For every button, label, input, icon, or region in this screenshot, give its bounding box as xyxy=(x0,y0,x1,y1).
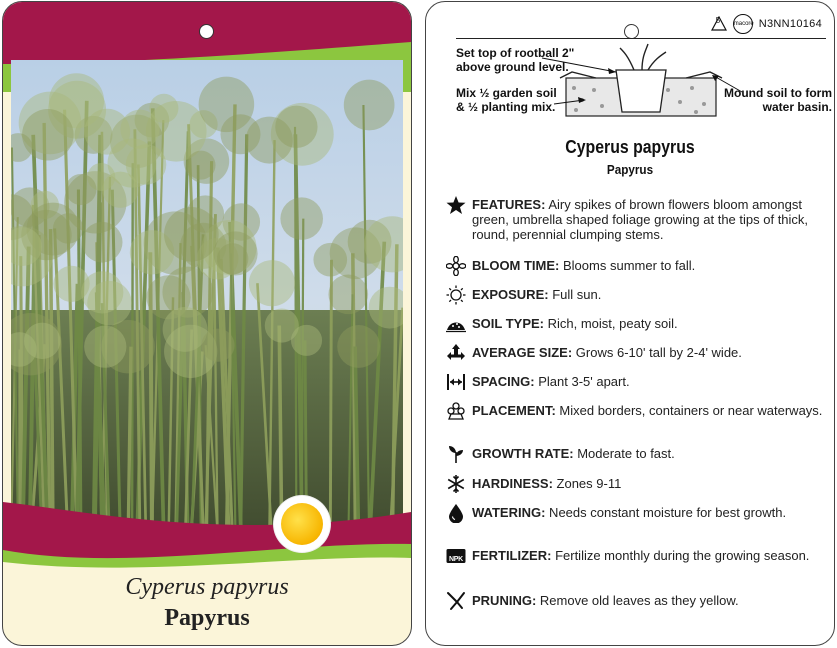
water-drop-icon xyxy=(446,503,466,523)
star-icon xyxy=(446,195,466,215)
sprout-icon xyxy=(446,444,466,464)
care-text: Mixed borders, containers or near waterways. xyxy=(555,403,823,418)
diagram-label-top-1: Set top of rootball 2" xyxy=(456,46,575,60)
care-label: BLOOM TIME xyxy=(472,258,556,273)
diagram-label-mix-1: Mix ½ garden soil xyxy=(456,86,557,100)
front-latin-name: Cyperus papyrus xyxy=(125,574,289,600)
npk-badge-text: NPK xyxy=(449,556,463,563)
care-text: Full sun. xyxy=(548,287,602,302)
spacing-icon xyxy=(446,372,466,392)
back-tag: 5 macore N3NN10164 Set top of rootball 2" above ground level. Mix ½ garden soil & ½ planting mix. Mound soil to form water basin. Cyperus papyrus Papyrus FEATURES: Airy spikes of brown flowers bloom amongst green, umbrella shaped foliage growing at the tips of thick, round, perennial clumping stems. BLOOM TIME: Blooms summer to fall. EXPOSURE: Full sun. SOIL TYPE: Rich, moist, peaty soil. AVERAGE SIZE: Grows 6-10' tall by 2-4' wide. SPACING: Plant 3-5' apart. PLACEMENT: Mixed borders, containers or near waterways. GROWTH RATE: Moderate to fast. HARDINESS: Zones 9-11 WATERING: Needs constant moisture for best growth. NPK FERTILIZER: Fertilize monthly during the growing season. PRUNING: Remove old leaves as they yellow. xyxy=(425,1,835,646)
care-text: Rich, moist, peaty soil. xyxy=(544,316,678,331)
front-tag xyxy=(2,1,412,646)
front-common-name: Papyrus xyxy=(164,605,250,631)
macore-logo: macore xyxy=(733,14,753,34)
care-text: Needs constant moisture for best growth. xyxy=(545,505,787,520)
diagram-label-mound-1: Mound soil to form xyxy=(724,86,832,100)
care-text: Remove old leaves as they yellow. xyxy=(536,593,739,608)
care-label: HARDINESS xyxy=(472,476,549,491)
care-label: EXPOSURE xyxy=(472,287,545,302)
size-arrows-icon xyxy=(446,343,466,363)
diagram-label-top-2: above ground level. xyxy=(456,60,569,74)
hang-hole xyxy=(624,24,639,39)
sun-outline-icon xyxy=(446,285,466,305)
care-label: GROWTH RATE xyxy=(472,446,570,461)
back-latin-name: Cyperus papyrus xyxy=(565,137,695,157)
care-label: PLACEMENT xyxy=(472,403,552,418)
pruners-icon xyxy=(446,591,466,611)
care-label: SPACING xyxy=(472,374,531,389)
diagram-label-mix-2: & ½ planting mix. xyxy=(456,100,556,114)
care-label: WATERING xyxy=(472,505,542,520)
care-label: SOIL TYPE xyxy=(472,316,540,331)
divider xyxy=(456,38,826,39)
back-common-name: Papyrus xyxy=(606,162,654,177)
soil-mound-icon xyxy=(446,314,466,334)
snowflake-icon xyxy=(446,474,466,494)
care-text: Zones 9-11 xyxy=(552,476,622,491)
care-label: AVERAGE SIZE xyxy=(472,345,568,360)
planting-diagram xyxy=(456,42,835,132)
recycle-number: 5 xyxy=(715,16,721,25)
bottom-color-band xyxy=(3,482,411,572)
product-code: N3NN10164 xyxy=(758,18,822,30)
flower-icon xyxy=(446,256,466,276)
care-text: Plant 3-5' apart. xyxy=(534,374,630,389)
care-text: Blooms summer to fall. xyxy=(559,258,696,273)
care-text: Fertilize monthly during the growing season. xyxy=(551,548,810,563)
care-label: FEATURES xyxy=(472,197,542,212)
logo-row xyxy=(711,14,822,34)
care-text: Moderate to fast. xyxy=(573,446,675,461)
plant-photo xyxy=(11,60,403,542)
placement-icon xyxy=(446,401,466,421)
care-text: Grows 6-10' tall by 2-4' wide. xyxy=(572,345,742,360)
care-label: FERTILIZER xyxy=(472,548,548,563)
diagram-label-mound-2: water basin. xyxy=(762,100,832,114)
care-label: PRUNING xyxy=(472,593,532,608)
care-text: Airy spikes of brown flowers bloom amongst green, umbrella shaped foliage growing at the tips of thick, round, perennial clumping stems. xyxy=(472,197,809,242)
sun-exposure-icon xyxy=(274,496,330,552)
hang-hole xyxy=(199,24,214,39)
